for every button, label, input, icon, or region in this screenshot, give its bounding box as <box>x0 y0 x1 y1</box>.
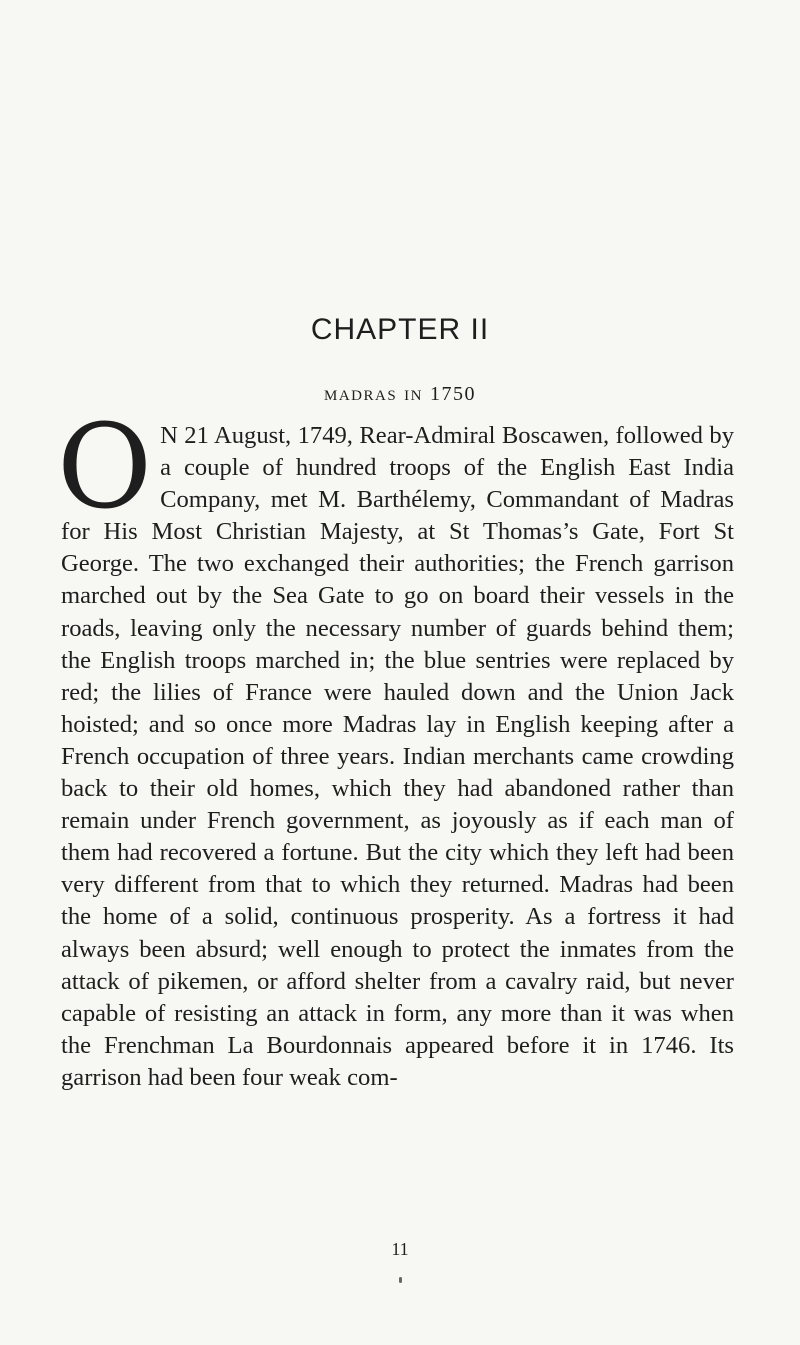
body-text <box>57 400 734 1094</box>
drop-cap: O <box>57 400 153 535</box>
section-heading-text: madras in <box>323 380 430 405</box>
opening-word: N <box>160 422 178 449</box>
section-heading-year: 1750 <box>430 383 476 405</box>
page-number: 11 <box>391 1239 409 1259</box>
paragraph-text: 21 August, 1749, Rear-Admiral Boscawen, followed by a couple of hundred troops of the English East India Company, met M. Barthélemy, Commandant of Madras for His Most Christian Majesty, at St Thomas’s Gate, Fort St George. The two exchanged their authorities; the French garrison marched out by the Sea Gate to go on board their vessels in the roads, leaving only the necessary number of guards behind them; the English troops marched in; the blue sentries were replaced by red; the lilies of France were hauled down and the Union Jack hoisted; and so once more Madras lay in English keeping after a French occupation of three years. Indian merchants came crowding back to their old homes, which they had abandoned rather than remain under French government, as joyously as if each man of them had recovered a fortune. But the city which they left had been very different from that to which they returned. Madras had been the home of a solid, continuous prosperity. As a fortress it had always been absurd; well enough to protect the inmates from the attack of pikemen, or afford shelter from a cavalry raid, but never capable of resisting an attack in form, any more than it was when the Frenchman La Bourdonnais appeared before it in 1746. Its garrison had been four weak com- <box>61 422 734 1091</box>
print-speck <box>399 1277 402 1283</box>
chapter-title: CHAPTER II <box>310 313 490 346</box>
